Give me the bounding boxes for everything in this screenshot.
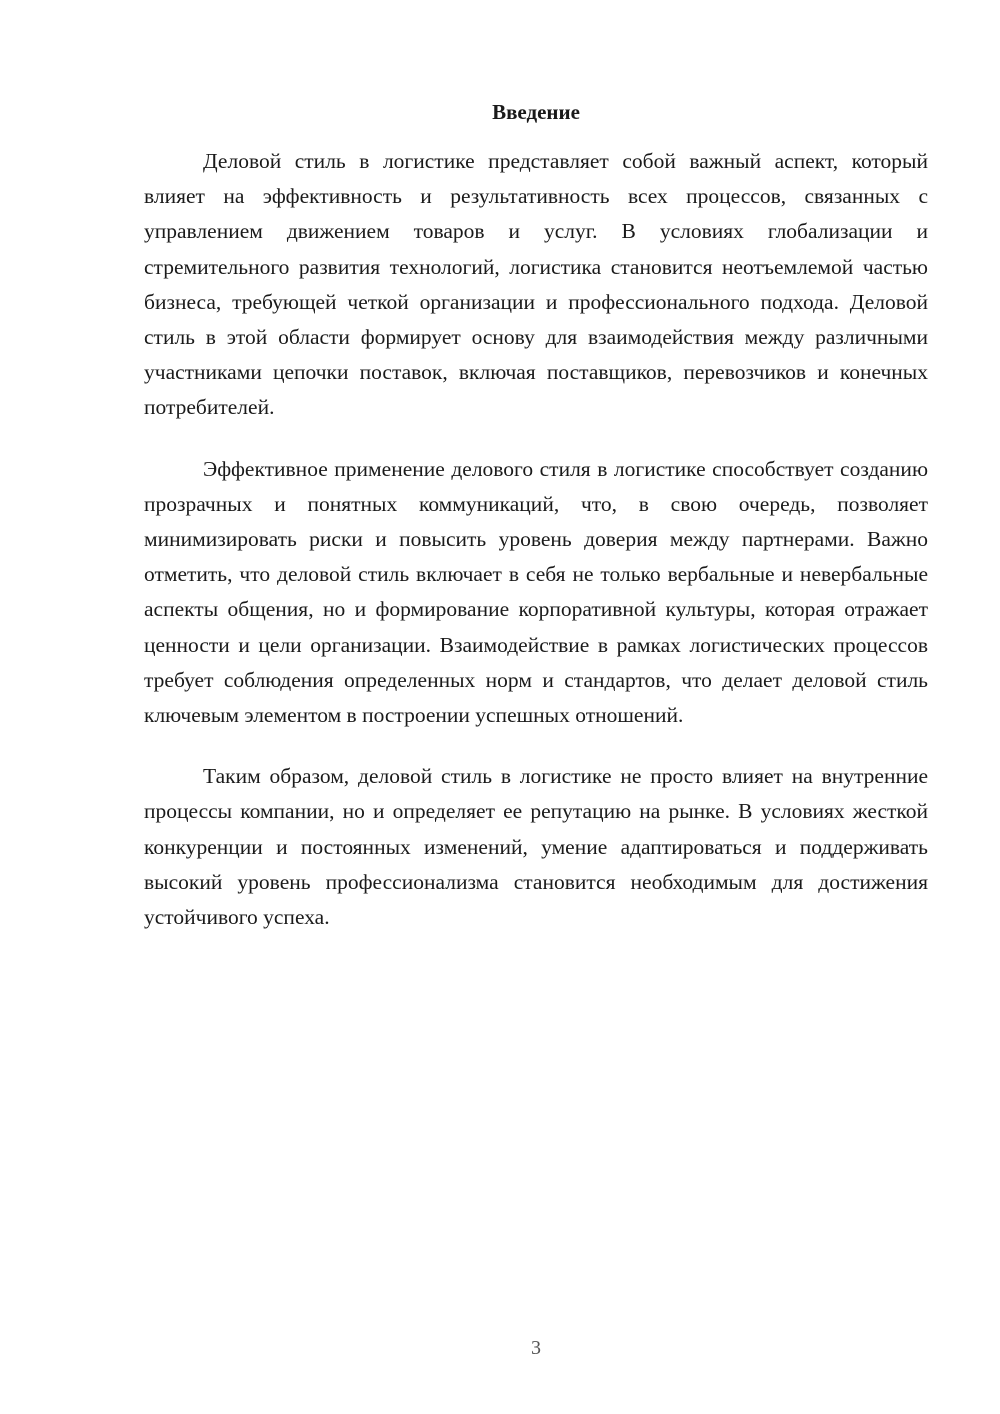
paragraph-3: Таким образом, деловой стиль в логистике не просто влияет на внутренние процессы компании, но и определяет ее репутацию на рынке. В условиях жесткой конкуренции и постоянных изменений, умение адаптироваться и поддерживать высокий уровень профессионализма становится необходимым для достижения устойчивого успеха. [144, 764, 928, 930]
paragraph-2: Эффективное применение делового стиля в логистике способствует созданию прозрачных и понятных коммуникаций, что, в свою очередь, позволяет минимизировать риски и повысить уровень доверия между партнерами. Важно отметить, что деловой стиль включает в себя не только вербальные и невербальные аспекты общения, но и формирование корпоративной культуры, которая отражает ценности и цели организации. Взаимодействие в рамках логистических процессов требует соблюдения определенных норм и стандартов, что делает деловой стиль ключевым элементом в построении успешных отношений. [144, 456, 928, 728]
section-title: Введение [492, 100, 580, 124]
paragraph-1: Деловой стиль в логистике представляет собой важный аспект, который влияет на эффективность и результативность всех процессов, связанных с управлением движением товаров и услуг. В условиях глобализации и стремительного развития технологий, логистика становится неотъемлемой частью бизнеса, требующей четкой организации и профессионального подхода. Деловой стиль в этой области формирует основу для взаимодействия между различными участниками цепочки поставок, включая поставщиков, перевозчиков и конечных потребителей. [144, 149, 928, 420]
body-text [144, 144, 928, 961]
page-number: 3 [531, 1337, 541, 1359]
